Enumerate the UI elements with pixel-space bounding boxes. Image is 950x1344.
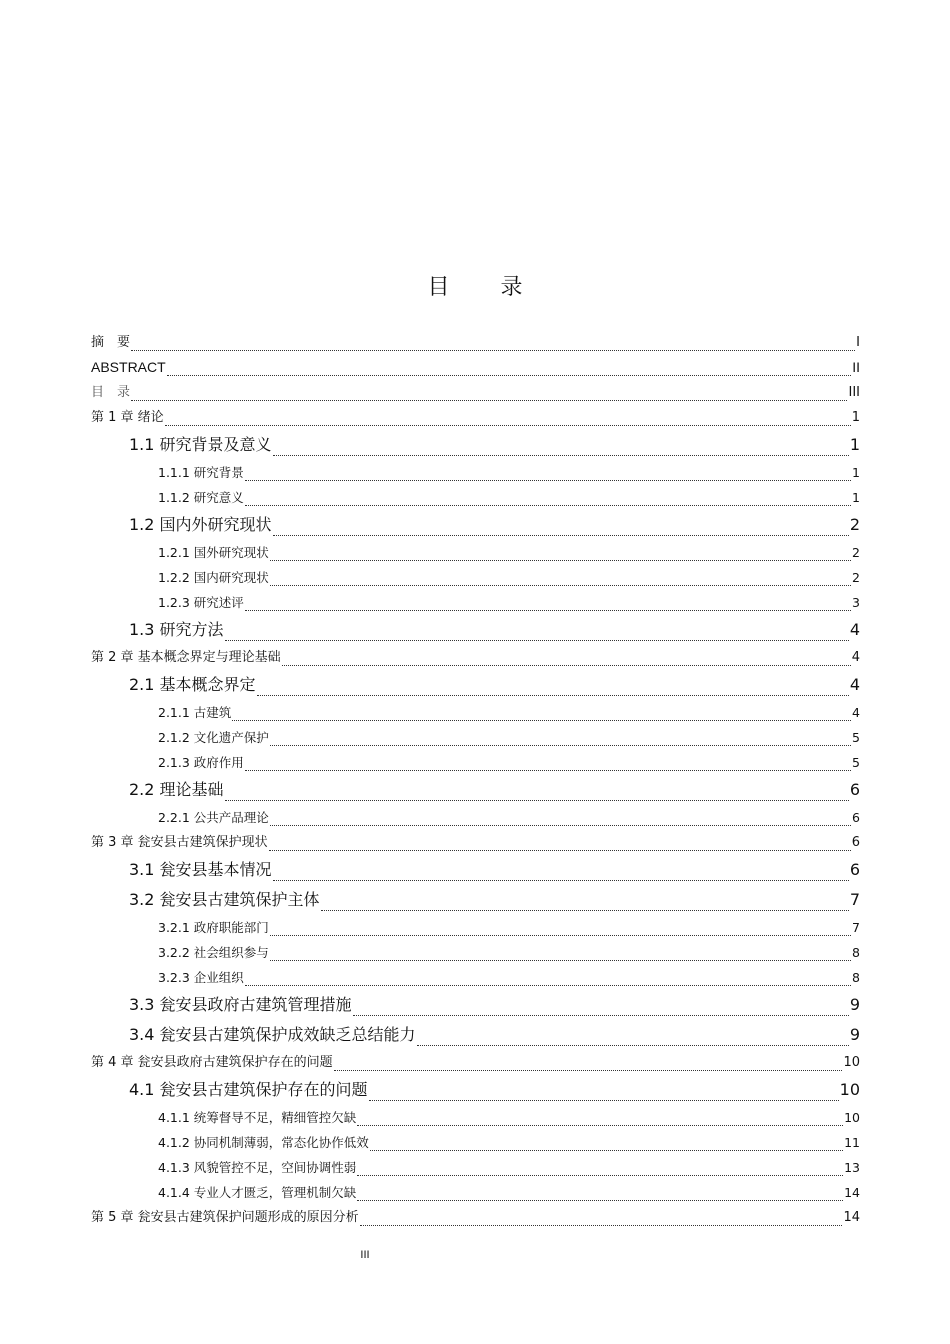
toc-entry-title: 4.1.2 协同机制薄弱，常态化协作低效 — [158, 1135, 369, 1150]
toc-leader-dots — [245, 505, 851, 506]
toc-entry-title: 第 4 章 瓮安县政府古建筑保护存在的问题 — [91, 1055, 333, 1070]
toc-entry-page: 13 — [844, 1160, 860, 1175]
toc-entry-page: 5 — [852, 755, 860, 770]
toc-entry-page: 4 — [849, 675, 860, 694]
toc-entry-page: 1 — [852, 490, 860, 505]
toc-leader-dots — [270, 960, 851, 961]
toc-leader-dots — [165, 425, 851, 426]
toc-entry-title: 1.2.2 国内研究现状 — [158, 570, 269, 585]
toc-leader-dots — [245, 610, 851, 611]
page-title: 目 录 — [427, 275, 545, 300]
toc-leader-dots — [131, 350, 855, 351]
toc-entry-page: 4 — [849, 620, 860, 639]
toc-leader-dots — [269, 850, 851, 851]
toc-entry-title: 摘 要 — [91, 335, 131, 350]
toc-entry-page: 10 — [844, 1110, 860, 1125]
toc-entry[interactable] — [91, 775, 860, 805]
toc-entry-page: 4 — [851, 650, 860, 665]
toc-entry-title: 2.2.1 公共产品理论 — [158, 810, 269, 825]
toc-entry[interactable] — [91, 1130, 860, 1155]
toc-entry-title: 1.1 研究背景及意义 — [129, 435, 272, 454]
toc-entry-title: 3.4 瓮安县古建筑保护成效缺乏总结能力 — [129, 1025, 416, 1044]
toc-entry-page: 6 — [851, 835, 860, 850]
page-number-footer: III — [360, 1249, 370, 1261]
toc-entry-page: 14 — [843, 1210, 860, 1225]
toc-leader-dots — [257, 695, 849, 696]
toc-leader-dots — [273, 535, 849, 536]
toc-leader-dots — [270, 935, 851, 936]
toc-entry[interactable] — [91, 1020, 860, 1050]
toc-leader-dots — [357, 1175, 843, 1176]
toc-entry[interactable] — [91, 805, 860, 830]
toc-entry-page: 11 — [844, 1135, 860, 1150]
toc-entry[interactable] — [91, 1205, 860, 1230]
toc-entry-title: 2.1.2 文化遗产保护 — [158, 730, 269, 745]
toc-leader-dots — [357, 1200, 843, 1201]
toc-entry-page: 2 — [852, 570, 860, 585]
toc-entry-page: 7 — [852, 920, 860, 935]
toc-entry[interactable] — [91, 645, 860, 670]
toc-entry-page: 6 — [849, 780, 860, 799]
toc-entry[interactable] — [91, 750, 860, 775]
toc-entry[interactable] — [91, 460, 860, 485]
toc-entry-page: 1 — [851, 410, 860, 425]
toc-entry[interactable] — [91, 725, 860, 750]
toc-entry-page: 4 — [852, 705, 860, 720]
toc-entry-title: 3.2 瓮安县古建筑保护主体 — [129, 890, 320, 909]
toc-entry[interactable] — [91, 885, 860, 915]
toc-entry-page: 9 — [849, 995, 860, 1014]
toc-entry[interactable] — [91, 355, 860, 380]
toc-entry[interactable] — [91, 670, 860, 700]
toc-entry[interactable] — [91, 855, 860, 885]
toc-leader-dots — [245, 480, 851, 481]
toc-entry-title: 2.1 基本概念界定 — [129, 675, 256, 694]
toc-leader-dots — [270, 585, 851, 586]
toc-entry[interactable] — [91, 915, 860, 940]
toc-entry[interactable] — [91, 1180, 860, 1205]
toc-entry-title: 1.2.3 研究述评 — [158, 595, 244, 610]
toc-leader-dots — [245, 770, 851, 771]
toc-entry-page: 1 — [852, 465, 860, 480]
toc-leader-dots — [282, 665, 851, 666]
toc-entry[interactable] — [91, 1105, 860, 1130]
toc-entry-page: III — [848, 385, 860, 400]
toc-entry-title: 1.2.1 国外研究现状 — [158, 545, 269, 560]
toc-entry-title: 目 录 — [91, 385, 131, 400]
toc-leader-dots — [225, 800, 849, 801]
toc-entry-title: 第 3 章 瓮安县古建筑保护现状 — [91, 835, 268, 850]
toc-leader-dots — [225, 640, 849, 641]
toc-entry-title: 4.1.3 风貌管控不足，空间协调性弱 — [158, 1160, 357, 1175]
toc-entry[interactable] — [91, 965, 860, 990]
toc-leader-dots — [270, 825, 851, 826]
toc-entry-page: II — [852, 359, 860, 375]
toc-entry-title: 4.1.1 统筹督导不足，精细管控欠缺 — [158, 1110, 357, 1125]
toc-entry-title: 1.1.1 研究背景 — [158, 465, 244, 480]
toc-leader-dots — [370, 1150, 843, 1151]
toc-entry-page: 3 — [852, 595, 860, 610]
toc-leader-dots — [273, 880, 849, 881]
toc-entry-title: 3.1 瓮安县基本情况 — [129, 860, 272, 879]
toc-entry[interactable] — [91, 405, 860, 430]
toc-leader-dots — [131, 400, 847, 401]
toc-entry-title: 第 1 章 绪论 — [91, 410, 164, 425]
toc-entry[interactable] — [91, 940, 860, 965]
toc-entry[interactable] — [91, 565, 860, 590]
toc-entry-title: 1.3 研究方法 — [129, 620, 224, 639]
toc-entry-page: 8 — [852, 970, 860, 985]
toc-entry-title: 3.2.2 社会组织参与 — [158, 945, 269, 960]
toc-leader-dots — [245, 985, 851, 986]
toc-entry-page: 2 — [852, 545, 860, 560]
toc-entry-title: 4.1.4 专业人才匮乏，管理机制欠缺 — [158, 1185, 357, 1200]
toc-leader-dots — [369, 1100, 839, 1101]
toc-entry-title: 4.1 瓮安县古建筑保护存在的问题 — [129, 1080, 368, 1099]
toc-entry[interactable] — [91, 990, 860, 1020]
toc-entry-title: 1.2 国内外研究现状 — [129, 515, 272, 534]
toc-leader-dots — [270, 745, 851, 746]
toc-entry[interactable] — [91, 330, 860, 355]
toc-leader-dots — [270, 560, 851, 561]
toc-entry-title: 3.3 瓮安县政府古建筑管理措施 — [129, 995, 352, 1014]
toc-entry-page: 8 — [852, 945, 860, 960]
toc-entry-title: 2.1.1 古建筑 — [158, 705, 232, 720]
toc-leader-dots — [334, 1070, 843, 1071]
toc-leader-dots — [273, 455, 849, 456]
toc-entry-page: 2 — [849, 515, 860, 534]
toc-entry-title: 第 5 章 瓮安县古建筑保护问题形成的原因分析 — [91, 1210, 359, 1225]
toc-leader-dots — [167, 375, 852, 376]
toc-entry-page: 9 — [849, 1025, 860, 1044]
toc-entry[interactable] — [91, 510, 860, 540]
toc-entry-page: 10 — [843, 1055, 860, 1070]
toc-leader-dots — [321, 910, 849, 911]
toc-leader-dots — [360, 1225, 843, 1226]
toc-entry[interactable] — [91, 485, 860, 510]
toc-entry[interactable] — [91, 1155, 860, 1180]
toc-entry[interactable] — [91, 380, 860, 405]
toc-leader-dots — [417, 1045, 849, 1046]
toc-entry-title: 1.1.2 研究意义 — [158, 490, 244, 505]
toc-entry-title: 3.2.3 企业组织 — [158, 970, 244, 985]
toc-entry-title: 2.1.3 政府作用 — [158, 755, 244, 770]
toc-entry[interactable] — [91, 1075, 860, 1105]
toc-entry-title: 2.2 理论基础 — [129, 780, 224, 799]
toc-entry-page: 5 — [852, 730, 860, 745]
toc-entry-title: 3.2.1 政府职能部门 — [158, 920, 269, 935]
toc-entry[interactable] — [91, 700, 860, 725]
toc-entry-title: 第 2 章 基本概念界定与理论基础 — [91, 650, 281, 665]
toc-entry-page: 7 — [849, 890, 860, 909]
toc-entry-page: 6 — [849, 860, 860, 879]
toc-entry-page: 14 — [844, 1185, 860, 1200]
toc-entry-title: ABSTRACT — [91, 359, 166, 375]
toc-entry[interactable] — [91, 830, 860, 855]
table-of-contents — [91, 330, 860, 1230]
toc-entry[interactable] — [91, 540, 860, 565]
toc-leader-dots — [353, 1015, 849, 1016]
toc-leader-dots — [357, 1125, 843, 1126]
toc-entry-page: I — [856, 335, 860, 350]
toc-entry[interactable] — [91, 430, 860, 460]
toc-entry-page: 1 — [849, 435, 860, 454]
toc-entry-page: 6 — [852, 810, 860, 825]
toc-entry[interactable] — [91, 590, 860, 615]
toc-entry-page: 10 — [839, 1080, 860, 1099]
toc-entry[interactable] — [91, 1050, 860, 1075]
toc-leader-dots — [232, 720, 851, 721]
toc-entry[interactable] — [91, 615, 860, 645]
